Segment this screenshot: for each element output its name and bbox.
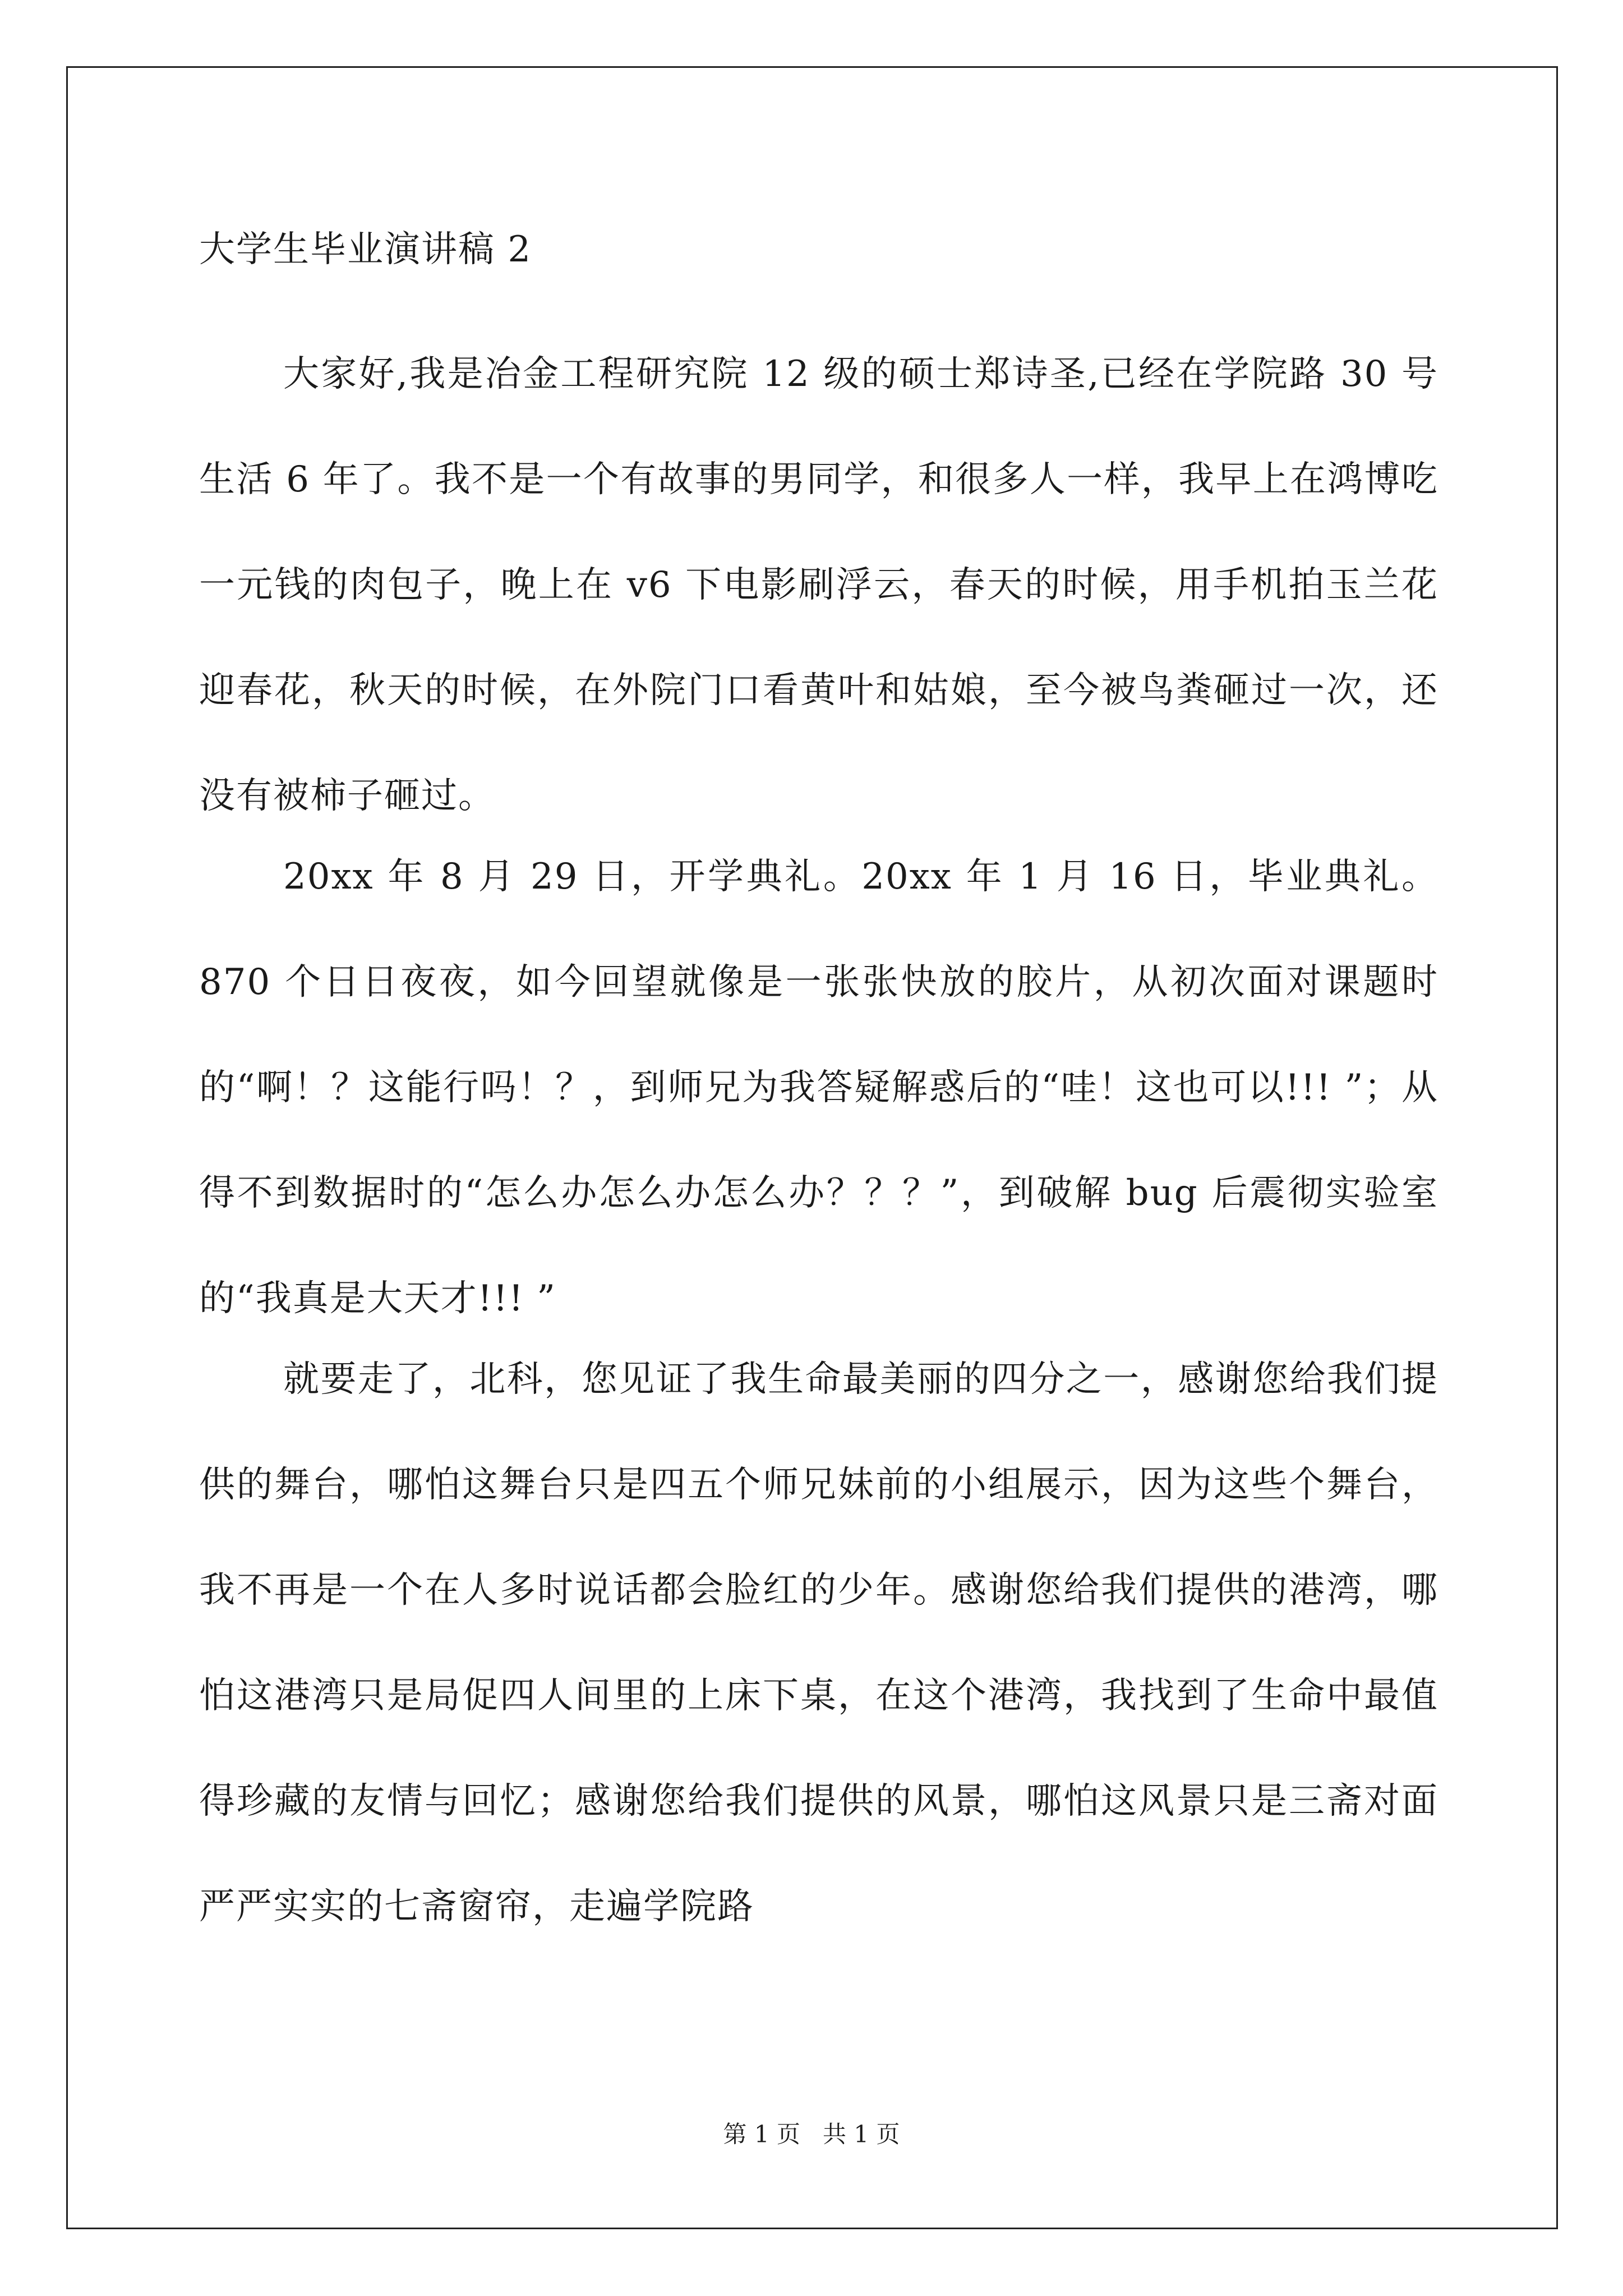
paragraph-2: 20xx 年 8 月 29 日，开学典礼。20xx 年 1 月 16 日，毕业典礼。870 个日日夜夜，如今回望就像是一张张快放的胶片，从初次面对课题时的“啊！？这能行吗！？，到师兄为我答疑解惑后的“哇！这也可以!!! ”；从得不到数据时的“怎么办怎么办怎么办？？？”，到破解 bug 后震彻实验室的“我真是大天才!!! ” xyxy=(199,856,1438,1319)
document-body xyxy=(199,222,1438,1959)
paragraph-1: 大家好,我是冶金工程研究院 12 级的硕士郑诗圣,已经在学院路 30 号生活 6 年了。我不是一个有故事的男同学，和很多人一样，我早上在鸿博吃一元钱的肉包子，晚上在 v6 下电影刷浮云，春天的时候，用手机拍玉兰花迎春花，秋天的时候，在外院门口看黄叶和姑娘，至今被鸟粪砸过一次，还没有被柿子砸过。 xyxy=(199,353,1438,817)
document-title: 大学生毕业演讲稿 2 xyxy=(199,229,532,270)
page-footer: 第 1 页 共 1 页 xyxy=(723,2120,900,2148)
paragraph-3: 就要走了，北科，您见证了我生命最美丽的四分之一，感谢您给我们提供的舞台，哪怕这舞台只是四五个师兄妹前的小组展示，因为这些个舞台，我不再是一个在人多时说话都会脸红的少年。感谢您给我们提供的港湾，哪怕这港湾只是局促四人间里的上床下桌，在这个港湾，我找到了生命中最值得珍藏的友情与回忆；感谢您给我们提供的风景，哪怕这风景只是三斋对面严严实实的七斋窗帘，走遍学院路 xyxy=(199,1359,1438,1927)
